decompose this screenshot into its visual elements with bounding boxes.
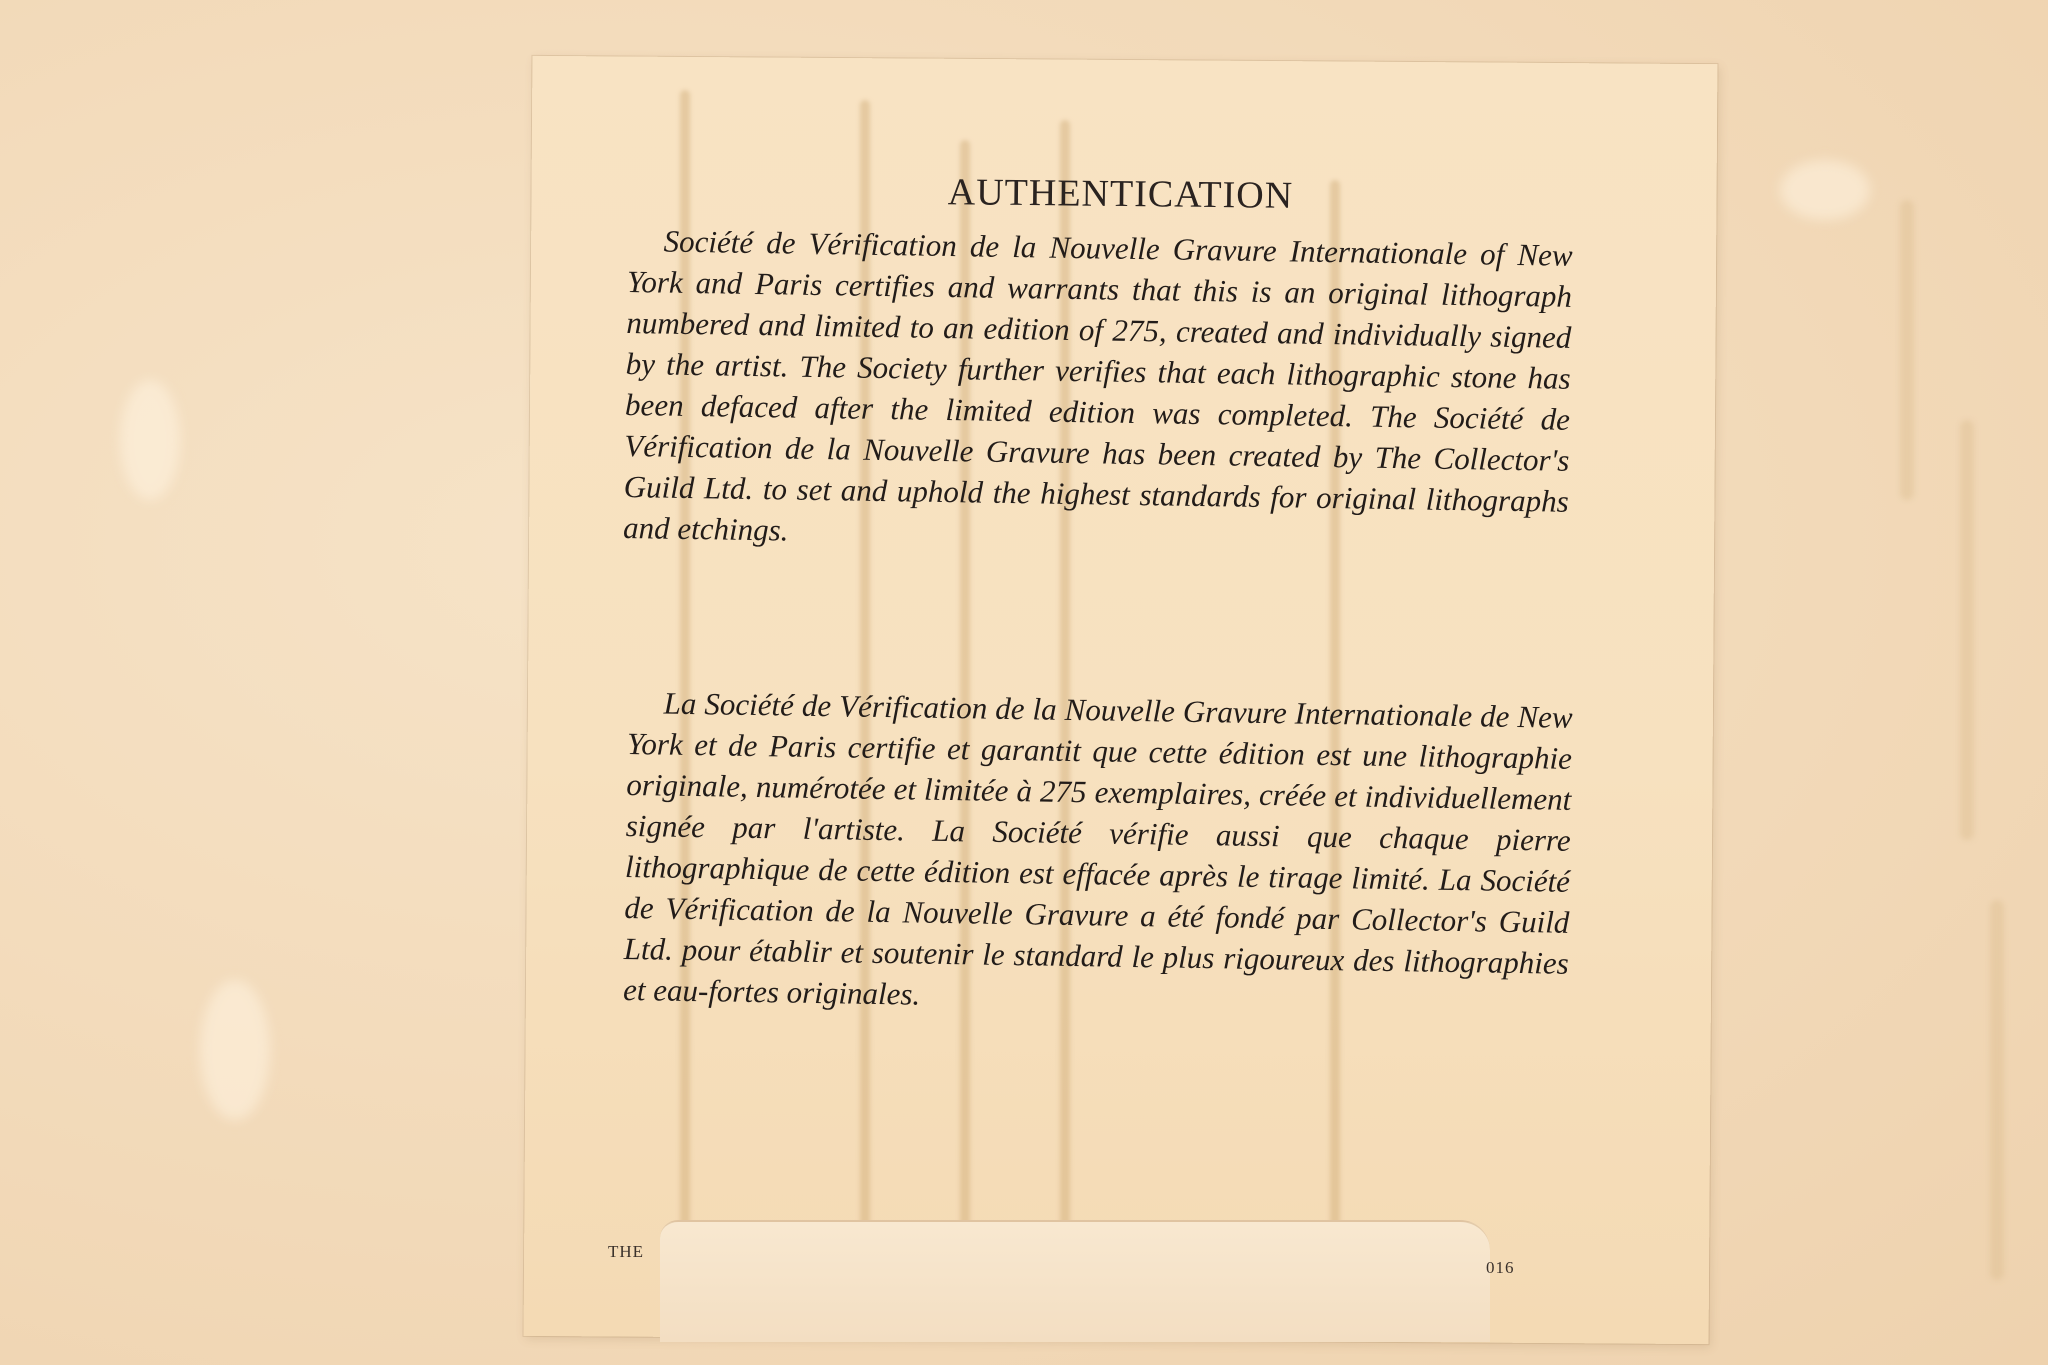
certificate-title: AUTHENTICATION [947, 171, 1294, 217]
water-drip [1900, 200, 1914, 500]
torn-paper-edge [660, 1220, 1490, 1342]
water-stain [120, 380, 180, 500]
water-drip [1960, 420, 1974, 840]
water-stain [200, 980, 270, 1120]
water-drip [1990, 900, 2004, 1280]
footer-left-text: THE [608, 1242, 645, 1261]
french-paragraph: La Société de Vérification de la Nouvelle Gravure Internationale de New York et de Paris certifie et garantit que cette édition est une lithographie originale, numérotée et limitée à 275 exemplaires, créée et individuellement signée par l'artiste. La Société vérifie aussi que chaque pierre lithographique de cette édition est effacée après le tirage limité. La Société de Vérification de la Nouvelle Gravure a été fondé par Collector's Guild Ltd. pour établir et soutenir le standard le plus rigoureux des lithographies et eau-fortes originales. [622, 685, 1573, 1012]
footer-right-text: 016 [1486, 1258, 1515, 1277]
water-stain [1780, 160, 1870, 220]
english-paragraph: Société de Vérification de la Nouvelle Gravure Internationale of New York and Paris certifies and warrants that this is an original lithograph numbered and limited to an edition of 275, created and individually signed by the artist. The Society further verifies that each lithographic stone has been defaced after the limited edition was completed. The Société de Vérification de la Nouvelle Gravure has been created by The Collector's Guild Ltd. to set and uphold the highest standards for original lithographs and etchings. [622, 223, 1573, 548]
